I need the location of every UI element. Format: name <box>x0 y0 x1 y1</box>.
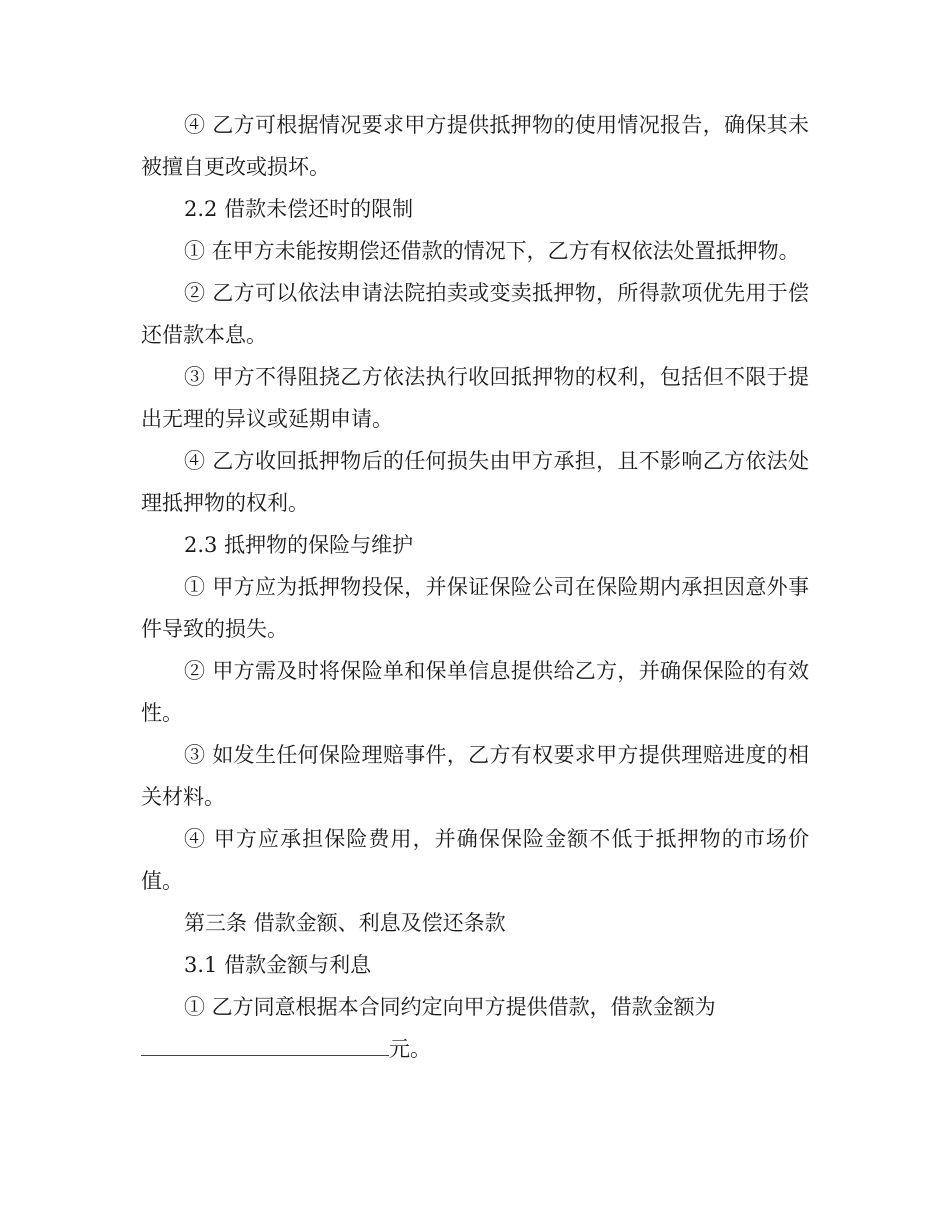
paragraph-item: ④ 乙方收回抵押物后的任何损失由甲方承担，且不影响乙方依法处理抵押物的权利。 <box>141 449 809 515</box>
paragraph-item: ② 甲方需及时将保险单和保单信息提供给乙方，并确保保险的有效性。 <box>141 659 809 725</box>
paragraph-item: ④ 乙方可根据情况要求甲方提供抵押物的使用情况报告，确保其未被擅自更改或损坏。 <box>141 113 809 179</box>
paragraph-item: ③ 如发生任何保险理赔事件，乙方有权要求甲方提供理赔进度的相关材料。 <box>141 743 809 809</box>
section-heading: 2.2 借款未偿还时的限制 <box>184 197 414 221</box>
fill-in-blank[interactable] <box>141 1033 389 1056</box>
section-heading: 3.1 借款金额与利息 <box>184 953 372 977</box>
paragraph-item: ① 乙方同意根据本合同约定向甲方提供借款，借款金额为 <box>184 995 716 1019</box>
document-page <box>141 104 809 1070</box>
blank-suffix: 元。 <box>389 1037 431 1061</box>
article-heading: 第三条 借款金额、利息及偿还条款 <box>184 911 506 935</box>
paragraph-item: ② 乙方可以依法申请法院拍卖或变卖抵押物，所得款项优先用于偿还借款本息。 <box>141 281 809 347</box>
paragraph-item: ① 在甲方未能按期偿还借款的情况下，乙方有权依法处置抵押物。 <box>184 239 800 263</box>
paragraph-item: ① 甲方应为抵押物投保，并保证保险公司在保险期内承担因意外事件导致的损失。 <box>141 575 809 641</box>
section-heading: 2.3 抵押物的保险与维护 <box>184 533 414 557</box>
paragraph-item: ④ 甲方应承担保险费用，并确保保险金额不低于抵押物的市场价值。 <box>141 827 809 893</box>
paragraph-item: ③ 甲方不得阻挠乙方依法执行收回抵押物的权利，包括但不限于提出无理的异议或延期申请。 <box>141 365 809 431</box>
blank-line <box>141 1028 809 1070</box>
